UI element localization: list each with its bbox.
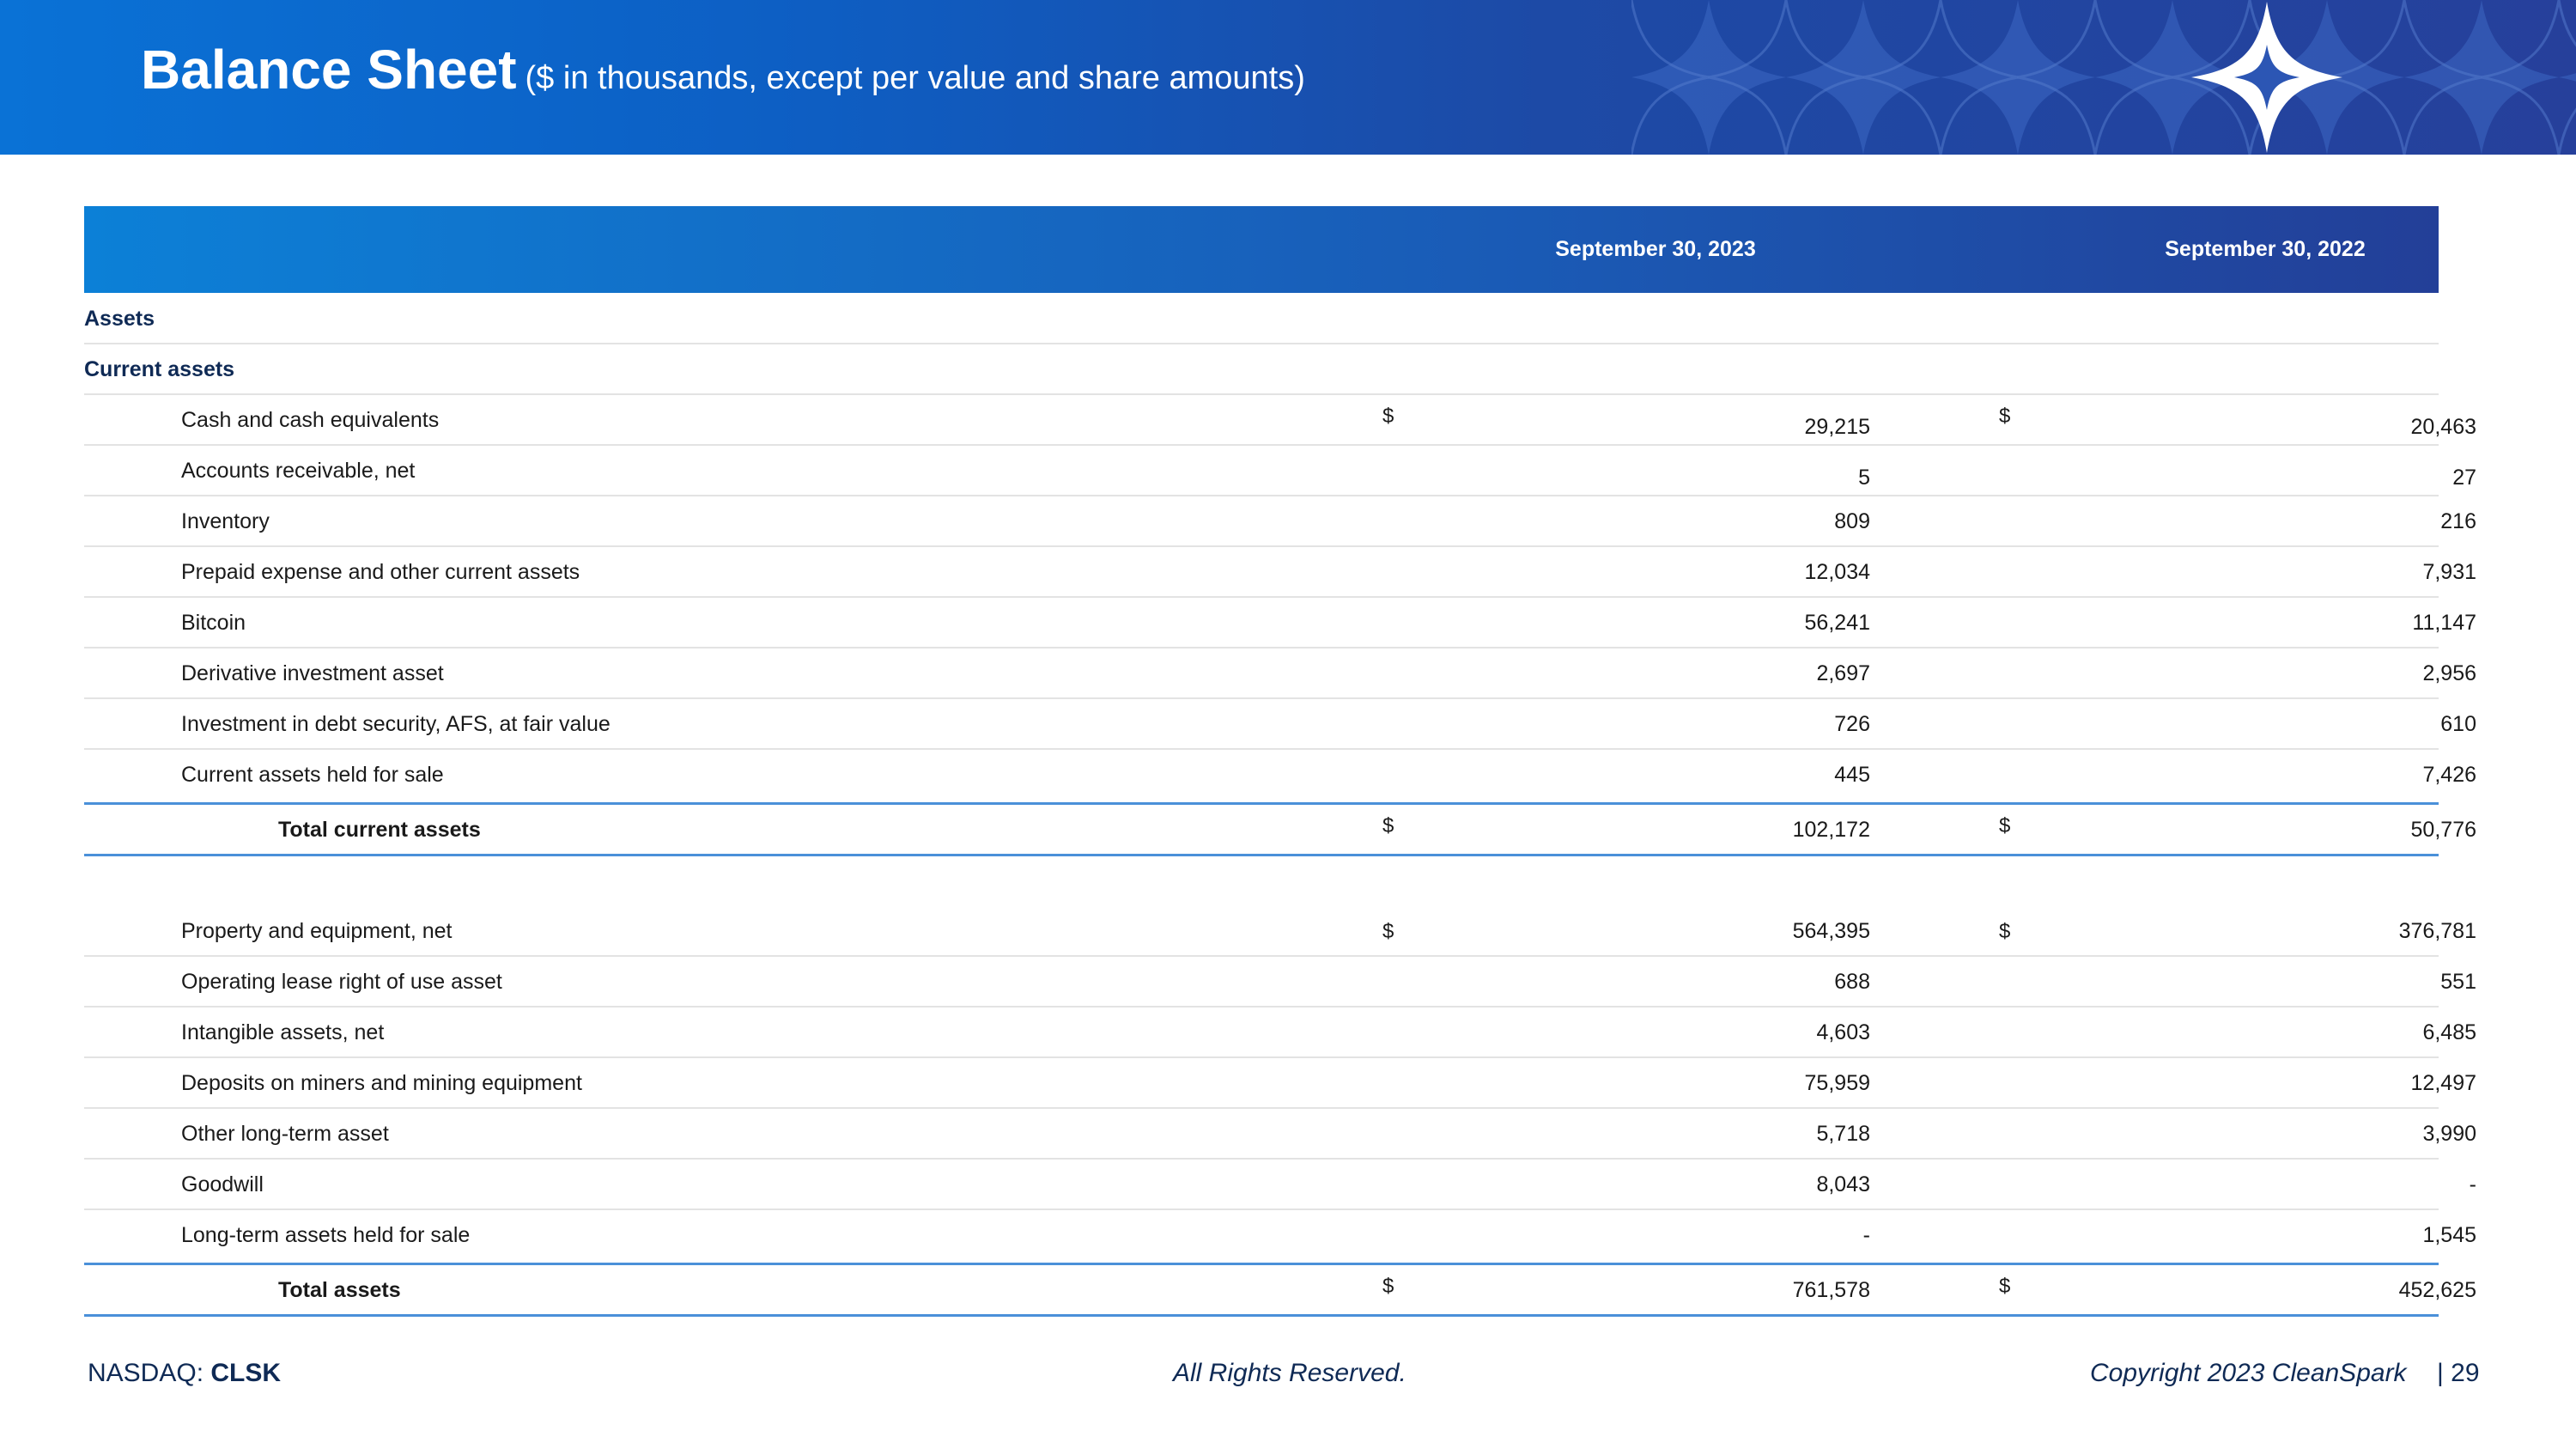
row-label: Goodwill: [181, 1172, 264, 1196]
row-label: Total current assets: [278, 818, 481, 842]
row-label: Cash and cash equivalents: [181, 408, 440, 432]
value-2023: 5,718: [1816, 1122, 1870, 1146]
section-row-assets: [84, 293, 2439, 344]
currency-sign: $: [1999, 920, 2011, 943]
table-row: [84, 1210, 2476, 1261]
value-2022: 27: [2452, 466, 2476, 490]
table-row: [84, 750, 2476, 801]
footer-ticker: [88, 1355, 281, 1391]
value-2023: 5: [1858, 466, 1870, 490]
value-2022: 452,625: [2398, 1278, 2476, 1302]
table-row: [84, 957, 2476, 1008]
value-2023: 726: [1834, 712, 1870, 736]
row-label: Total assets: [278, 1278, 401, 1302]
value-2022: 610: [2440, 712, 2476, 736]
value-2023: 445: [1834, 763, 1870, 787]
row-label: Prepaid expense and other current assets: [181, 560, 580, 584]
value-2022: 11,147: [2412, 611, 2476, 635]
total-row-assets: [84, 1263, 2476, 1317]
value-2022: 216: [2440, 509, 2476, 533]
value-2022: 551: [2440, 970, 2476, 994]
row-label: Property and equipment, net: [181, 919, 453, 943]
cleanspark-logo-icon: [2190, 0, 2344, 155]
currency-sign: $: [1382, 1275, 1394, 1298]
row-label: Investment in debt security, AFS, at fair value: [181, 712, 611, 736]
value-2023: 564,395: [1792, 919, 1870, 943]
value-2023: 8,043: [1816, 1172, 1870, 1196]
section-label: Current assets: [84, 357, 235, 381]
value-2022: 3,990: [2422, 1122, 2476, 1146]
value-2022: 376,781: [2398, 919, 2476, 943]
row-label: Intangible assets, net: [181, 1020, 385, 1044]
table-header: [84, 206, 2439, 293]
value-2022: 50,776: [2410, 818, 2476, 842]
currency-sign: $: [1999, 1275, 2011, 1298]
currency-sign: $: [1999, 405, 2011, 428]
table-row: [84, 699, 2476, 750]
row-label: Operating lease right of use asset: [181, 970, 502, 994]
row-label: Inventory: [181, 509, 270, 533]
currency-sign: $: [1382, 814, 1394, 837]
table-row: [84, 1109, 2476, 1160]
row-label: Current assets held for sale: [181, 763, 444, 787]
table-row: [84, 648, 2476, 699]
footer-copyright: Copyright 2023 CleanSpark: [2090, 1359, 2407, 1387]
table-row: [84, 547, 2476, 598]
title-subtitle: ($ in thousands, except per value and share amounts): [525, 60, 1305, 96]
value-2023: 688: [1834, 970, 1870, 994]
total-row-current-assets: [84, 802, 2476, 856]
slide-header: [0, 0, 2576, 155]
row-label: Accounts receivable, net: [181, 459, 416, 483]
exchange-label: NASDAQ:: [88, 1359, 211, 1387]
page-number: | 29: [2437, 1359, 2480, 1387]
table-row: [84, 496, 2476, 547]
diamond-pattern-decoration: [1631, 0, 2576, 155]
value-2022: 6,485: [2422, 1020, 2476, 1044]
value-2022: 1,545: [2422, 1223, 2476, 1247]
table-row: [84, 906, 2476, 957]
section-row-current-assets: [84, 344, 2439, 395]
row-label: Derivative investment asset: [181, 661, 444, 685]
page-title: [141, 38, 1305, 101]
value-2023: 761,578: [1792, 1278, 1870, 1302]
row-label: Other long-term asset: [181, 1122, 389, 1146]
value-2022: 7,426: [2422, 763, 2476, 787]
value-2023: 56,241: [1804, 611, 1870, 635]
table-row: [84, 1058, 2476, 1109]
table-row: [84, 395, 2476, 446]
value-2023: 75,959: [1804, 1071, 1870, 1095]
column-header-2023: September 30, 2023: [1555, 237, 1756, 261]
value-2023: 4,603: [1816, 1020, 1870, 1044]
currency-sign: $: [1382, 405, 1394, 428]
value-2022: 12,497: [2410, 1071, 2476, 1095]
footer-rights: All Rights Reserved.: [1173, 1359, 1406, 1387]
column-header-2022: September 30, 2022: [2165, 237, 2366, 261]
currency-sign: $: [1999, 814, 2011, 837]
value-2022: 2,956: [2422, 661, 2476, 685]
value-2023: 2,697: [1816, 661, 1870, 685]
value-2023: 12,034: [1804, 560, 1870, 584]
value-2023: 29,215: [1804, 415, 1870, 439]
table-row: [84, 446, 2476, 496]
value-2022: 20,463: [2410, 415, 2476, 439]
value-2023: 102,172: [1792, 818, 1870, 842]
value-2022: -: [2469, 1172, 2476, 1196]
row-label: Deposits on miners and mining equipment: [181, 1071, 582, 1095]
ticker-symbol: CLSK: [210, 1359, 282, 1387]
title-main: Balance Sheet: [141, 39, 517, 100]
currency-sign: $: [1382, 920, 1394, 943]
row-label: Bitcoin: [181, 611, 246, 635]
row-label: Long-term assets held for sale: [181, 1223, 471, 1247]
section-label: Assets: [84, 307, 155, 331]
table-row: [84, 1008, 2476, 1058]
value-2023: -: [1862, 1223, 1870, 1247]
table-row: [84, 1160, 2476, 1210]
value-2023: 809: [1834, 509, 1870, 533]
table-row: [84, 598, 2476, 648]
value-2022: 7,931: [2422, 560, 2476, 584]
